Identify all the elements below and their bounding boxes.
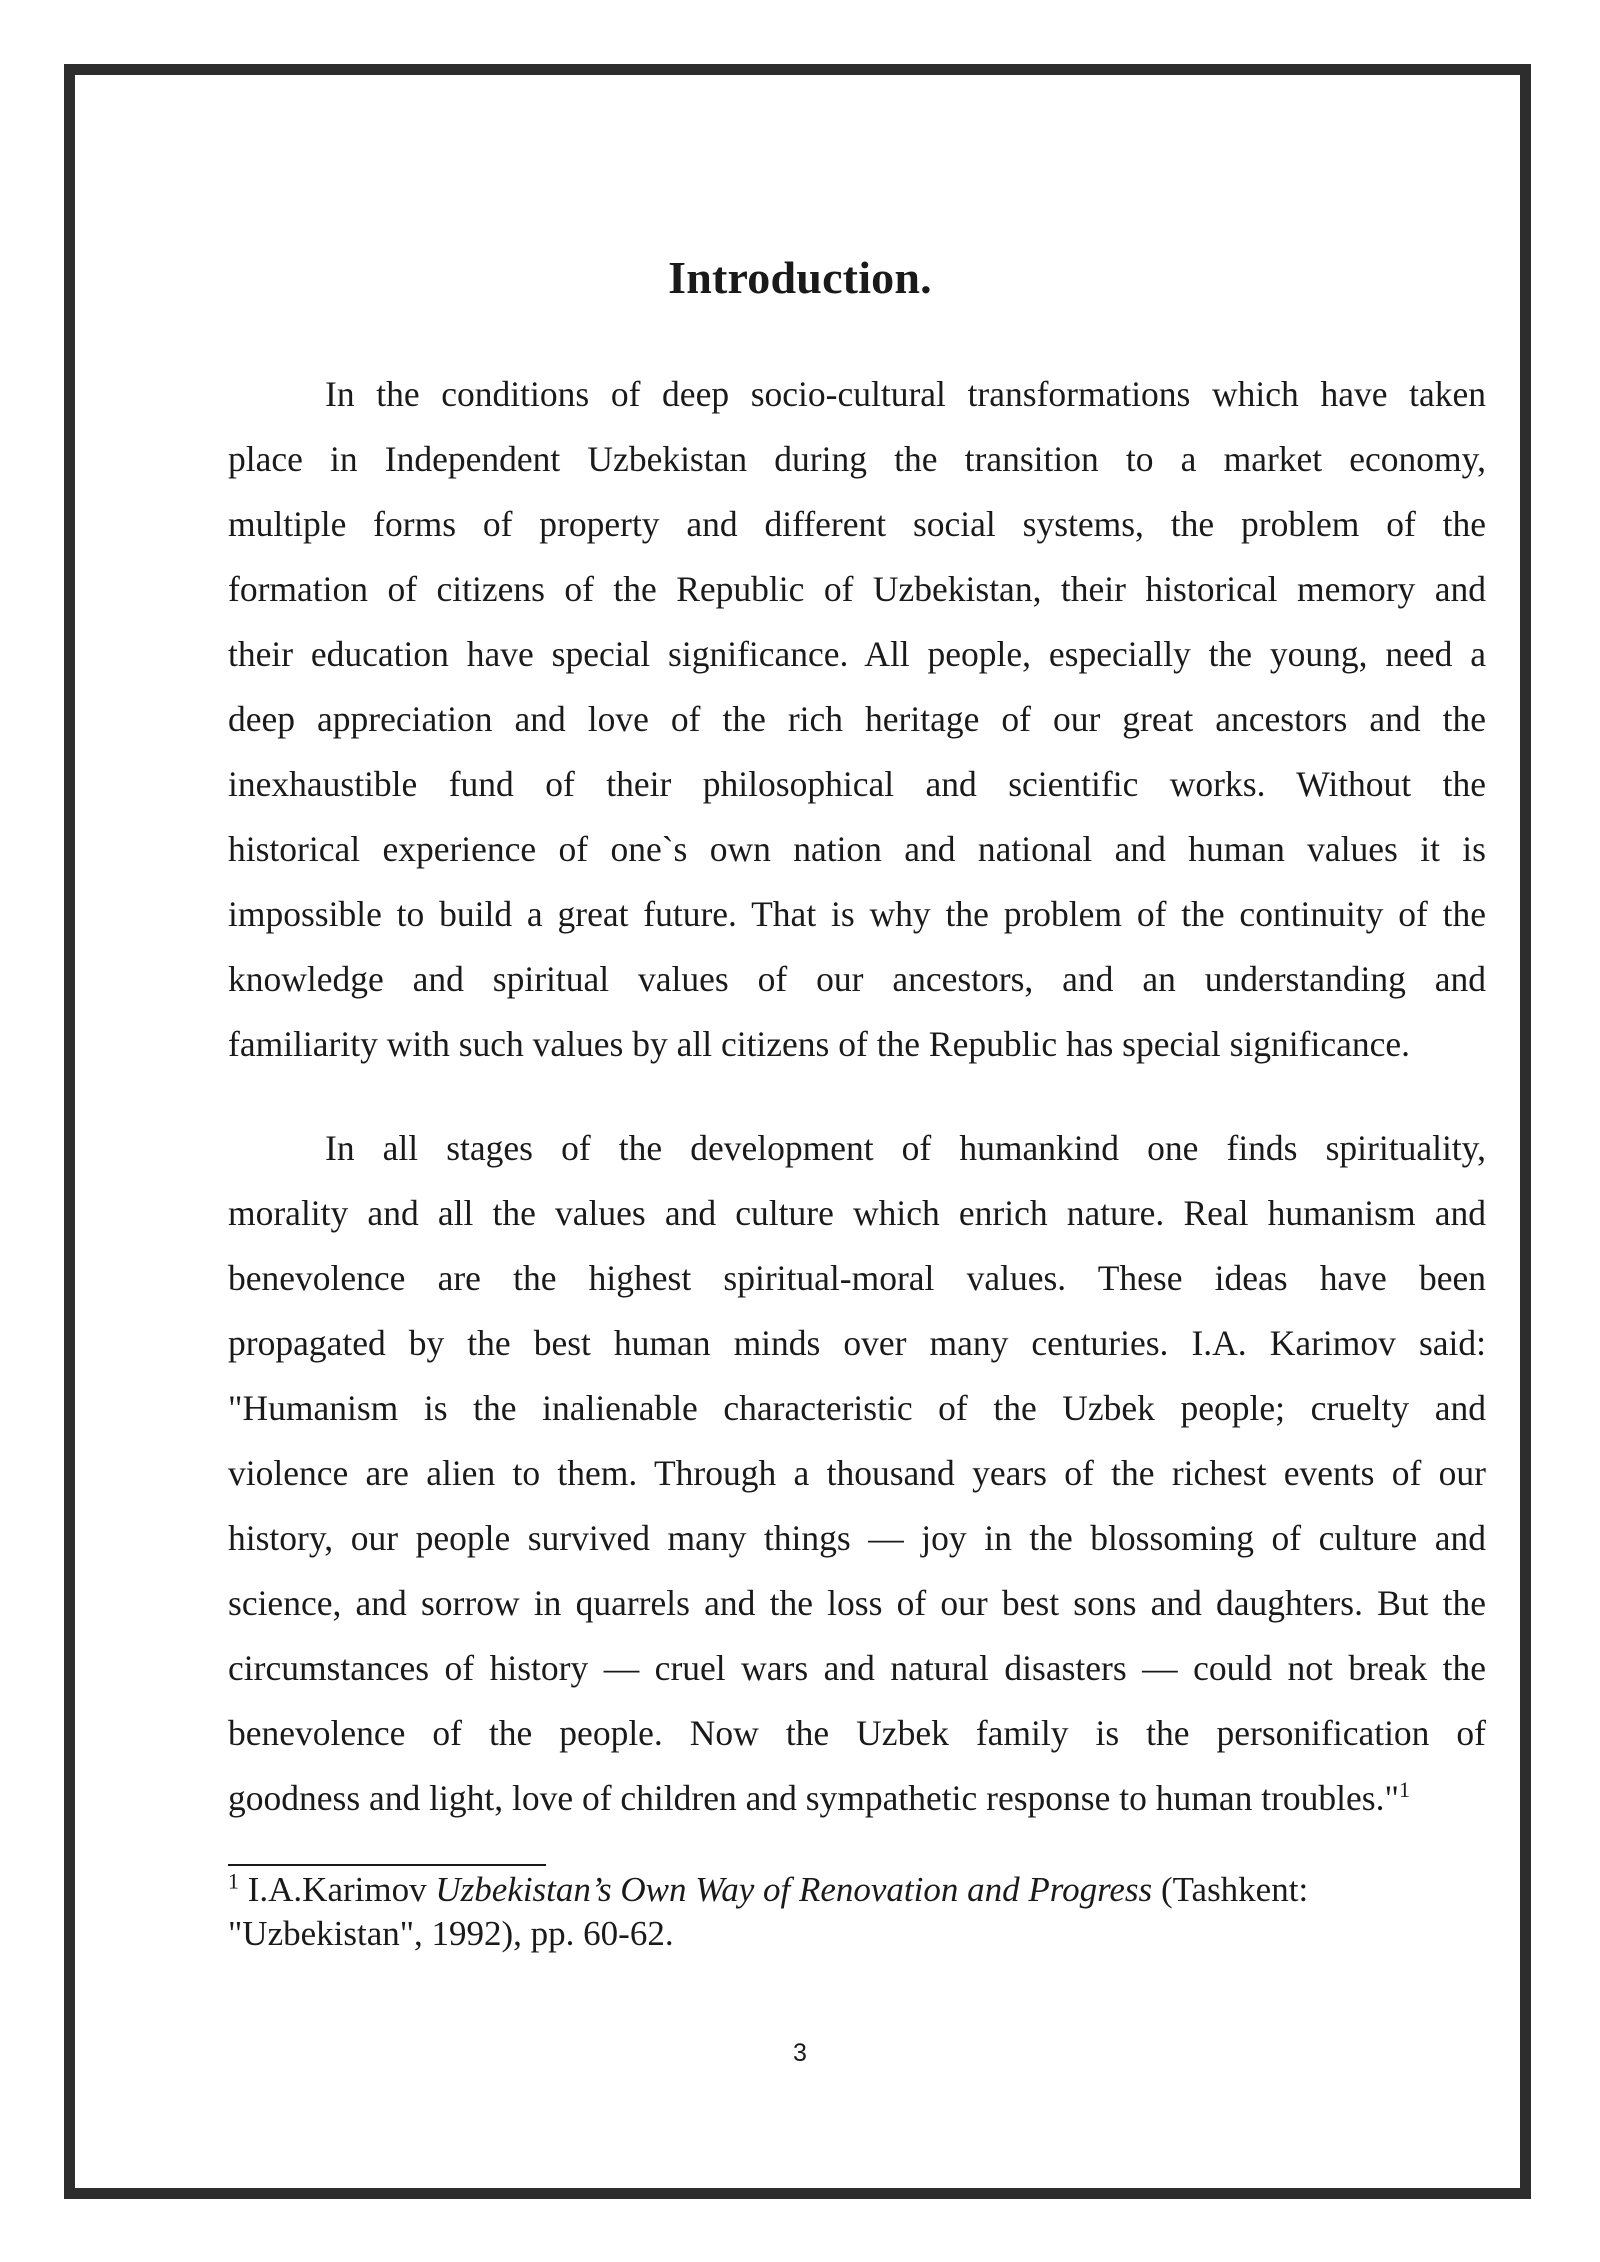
paragraph-line: propagated by the best human minds over many centuries. I.A. Karimov said:	[228, 1323, 1486, 1363]
paragraph-line: In the conditions of deep socio-cultural transformations which have taken	[325, 374, 1486, 414]
footnote-publication-rest: "Uzbekistan", 1992), pp. 60-62.	[228, 1914, 674, 1953]
paragraph-line: benevolence of the people. Now the Uzbek family is the personification of	[228, 1713, 1486, 1753]
paragraph-line: "Humanism is the inalienable characteristic of the Uzbek people; cruelty and	[228, 1388, 1486, 1428]
paragraph-line: violence are alien to them. Through a thousand years of the richest events of our	[228, 1453, 1486, 1493]
footnote-separator	[228, 1864, 546, 1866]
paragraph-line: formation of citizens of the Republic of Uzbekistan, their historical memory and	[228, 569, 1486, 609]
paragraph-line: knowledge and spiritual values of our ancestors, and an understanding and	[228, 959, 1486, 999]
paragraph-line: multiple forms of property and different social systems, the problem of the	[228, 504, 1486, 544]
page-number: 3	[793, 2039, 807, 2067]
paragraph-line: inexhaustible fund of their philosophical and scientific works. Without the	[228, 764, 1486, 804]
paragraph-line: morality and all the values and culture which enrich nature. Real humanism and	[228, 1193, 1486, 1233]
footnote-publication-open: (Tashkent:	[1160, 1870, 1309, 1909]
page-title: Introduction.	[668, 252, 932, 303]
footnote-author: I.A.Karimov	[247, 1870, 427, 1909]
paragraph-line: science, and sorrow in quarrels and the loss of our best sons and daughters. But the	[228, 1583, 1486, 1623]
paragraph-line: impossible to build a great future. That is why the problem of the continuity of the	[228, 894, 1486, 934]
paragraph-line: In all stages of the development of humankind one finds spirituality,	[325, 1128, 1486, 1168]
paragraph-line: deep appreciation and love of the rich heritage of our great ancestors and the	[228, 699, 1486, 739]
paragraph-line: their education have special significance. All people, especially the young, need a	[228, 634, 1486, 674]
paragraph-line: historical experience of one`s own nation and national and human values it is	[228, 829, 1486, 869]
paragraph-line-last	[228, 1766, 1486, 1831]
paragraph-line: place in Independent Uzbekistan during the transition to a market economy,	[228, 439, 1486, 479]
footnote	[228, 1868, 1486, 1956]
paragraph-2	[228, 1116, 1486, 1831]
footnote-number: 1	[228, 1868, 239, 1894]
footnote-book-title: Uzbekistan’s Own Way of Renovation and Progress	[435, 1870, 1153, 1909]
paragraph-1	[228, 362, 1486, 1077]
paragraph-line: benevolence are the highest spiritual-moral values. These ideas have been	[228, 1258, 1486, 1298]
paragraph-line: circumstances of history — cruel wars and natural disasters — could not break the	[228, 1648, 1486, 1688]
paragraph-line-text: goodness and light, love of children and sympathetic response to human troubles."	[228, 1778, 1399, 1818]
footnote-reference[interactable]: 1	[1398, 1777, 1410, 1803]
paragraph-line: history, our people survived many things — joy in the blossoming of culture and	[228, 1518, 1486, 1558]
paragraph-line: familiarity with such values by all citizens of the Republic has special significance.	[228, 1024, 1410, 1064]
